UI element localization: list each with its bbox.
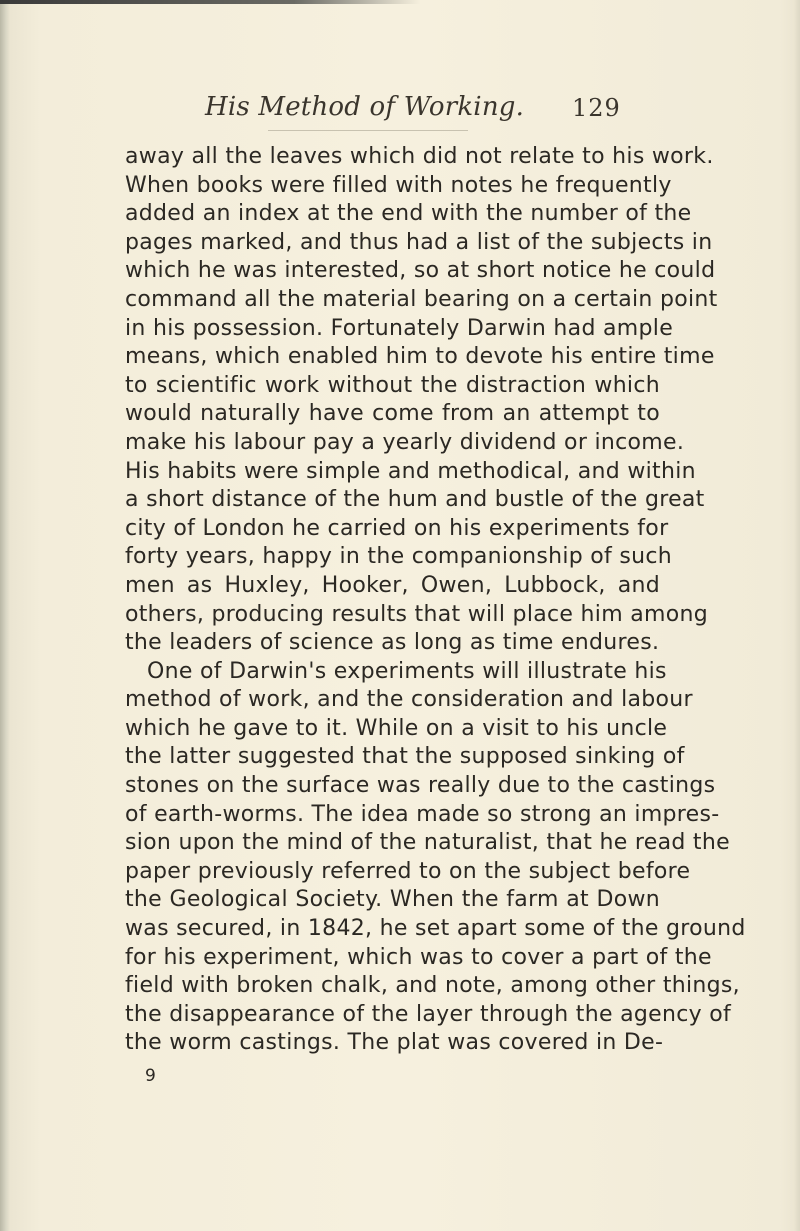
text-line: field with broken chalk, and note, among other things, (125, 973, 740, 999)
text-line: city of London he carried on his experiments for (125, 515, 669, 541)
head-rule (268, 130, 468, 131)
text-line: make his labour pay a yearly dividend or income. (125, 429, 685, 455)
text-line: which he was interested, so at short notice he could (125, 258, 716, 284)
text-line: the latter suggested that the supposed sinking of (125, 744, 685, 770)
page-edge (794, 0, 800, 1231)
text-line: in his possession. Fortunately Darwin had ample (125, 315, 674, 341)
text-line: of earth-worms. The idea made so strong an impres- (125, 801, 720, 827)
text-line: pages marked, and thus had a list of the subjects in (125, 229, 713, 255)
page-number: 129 (572, 94, 621, 122)
text-line: was secured, in 1842, he set apart some of the ground (125, 916, 746, 942)
running-head (0, 88, 800, 128)
signature-mark: 9 (145, 1066, 156, 1086)
text-line: the leaders of science as long as time endures. (125, 630, 660, 656)
text-line: stones on the surface was really due to the castings (125, 773, 716, 799)
text-line: sion upon the mind of the naturalist, that he read the (125, 830, 730, 856)
text-line: the Geological Society. When the farm at Down (125, 887, 660, 913)
text-line: would naturally have come from an attempt to (125, 401, 660, 427)
top-edge-rule (0, 0, 420, 4)
text-line: His habits were simple and methodical, and within (125, 458, 696, 484)
text-line: to scientific work without the distraction which (125, 372, 660, 398)
text-line: One of Darwin's experiments will illustrate his (147, 658, 667, 684)
text-line: added an index at the end with the number of the (125, 201, 692, 227)
text-line: which he gave to it. While on a visit to his uncle (125, 715, 668, 741)
body-text (125, 143, 746, 1058)
text-line: method of work, and the consideration and labour (125, 687, 693, 713)
text-line: others, producing results that will place him among (125, 601, 708, 627)
text-line: for his experiment, which was to cover a part of the (125, 944, 712, 970)
text-line: the worm castings. The plat was covered in De- (125, 1030, 664, 1056)
text-line: command all the material bearing on a certain point (125, 286, 718, 312)
text-line: When books were filled with notes he frequently (125, 172, 672, 198)
spine-shadow (0, 0, 10, 1231)
text-line: means, which enabled him to devote his entire time (125, 344, 715, 370)
text-line: paper previously referred to on the subject before (125, 858, 691, 884)
text-line: a short distance of the hum and bustle of the great (125, 487, 705, 513)
text-line: the disappearance of the layer through the agency of (125, 1001, 732, 1027)
text-line: forty years, happy in the companionship of such (125, 544, 673, 570)
running-title: His Method of Working. (205, 92, 525, 122)
text-line: men as Huxley, Hooker, Owen, Lubbock, and (125, 572, 660, 598)
text-line: away all the leaves which did not relate to his work. (125, 144, 714, 169)
